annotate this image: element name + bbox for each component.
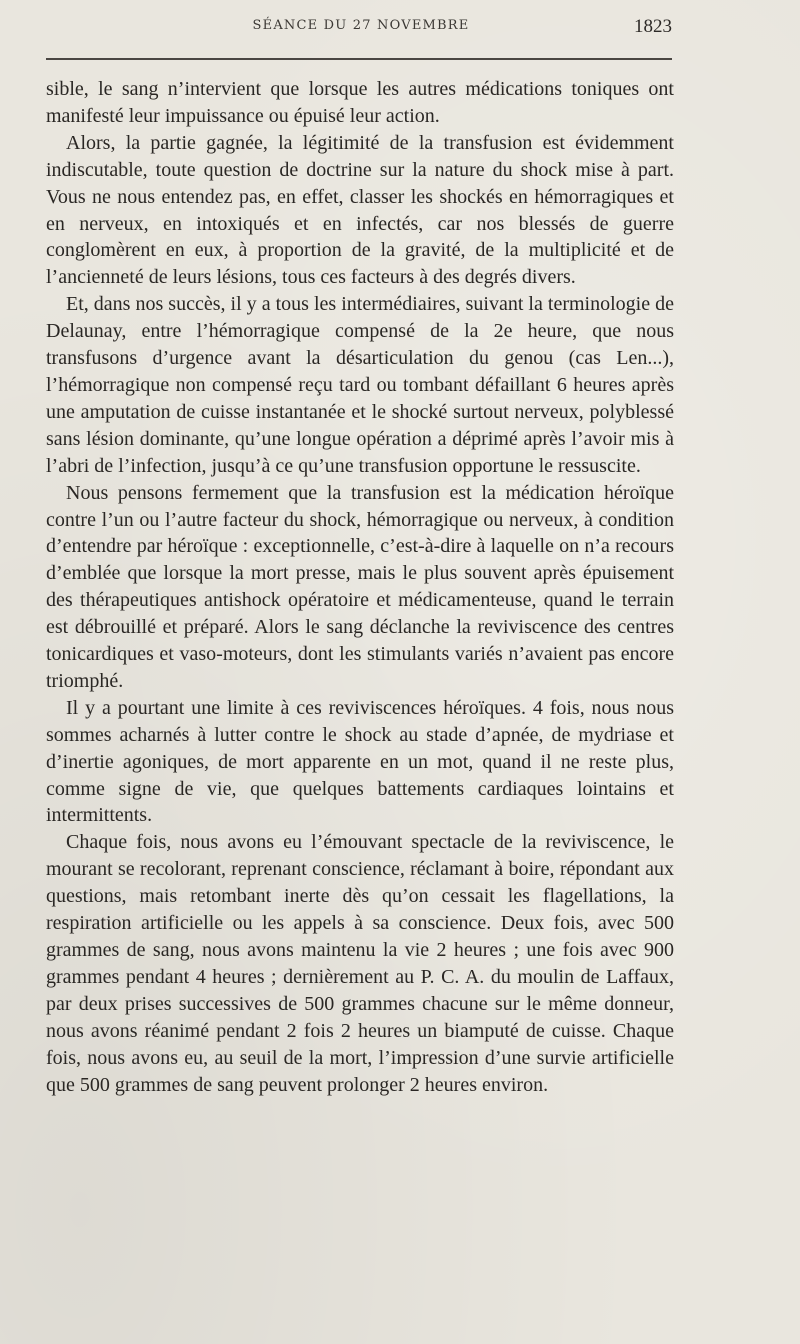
paragraph: Alors, la partie gagnée, la légitimité de la transfusion est évidemment indiscutable, toute question de doctrine sur la nature du shock mise à part. Vous ne nous entendez pas, en effet, classer les shockés en hémorragiques et en nerveux, en intoxiqués et en infectés, car nos blessés de guerre conglomèrent en eux, à proportion de la gravité, de la multiplicité et de l’ancienneté de leurs lésions, tous ces facteurs à des degrés divers. bbox=[46, 131, 674, 289]
header-rule bbox=[46, 58, 672, 60]
paragraph: sible, le sang n’intervient que lorsque les autres médications toniques ont manifesté leur impuissance ou épuisé leur action. bbox=[46, 78, 674, 127]
running-header bbox=[46, 18, 676, 44]
paragraph: Nous pensons fermement que la transfusion est la médication héroïque contre l’un ou l’autre facteur du shock, hémorragique ou nerveux, à condition d’entendre par héroïque : exceptionnelle, c’est-à-dire à laquelle on n’a recours d’emblée que lorsque la mort presse, mais le plus souvent après épuisement des thérapeutiques antishock opératoire et médicamenteuse, quand le terrain est débrouillé et préparé. Alors le sang déclanche la reviviscence des centres tonicardiques et vaso-moteurs, dont les stimulants variés n’avaient pas encore triomphé. bbox=[46, 481, 674, 692]
paragraph: Et, dans nos succès, il y a tous les intermédiaires, suivant la terminologie de Delaunay, entre l’hémorragique compensé de la 2e heure, que nous transfusons d’urgence avant la désarticulation du genou (cas Len...), l’hémorragique non compensé reçu tard ou tombant défaillant 6 heures après une amputation de cuisse instantanée et le shocké surtout nerveux, polyblessé sans lésion dominante, qu’une longue opération a déprimé après l’avoir mis à l’abri de l’infection, jusqu’à ce qu’une transfusion opportune le ressuscite. bbox=[46, 293, 674, 477]
header-title: SÉANCE DU 27 NOVEMBRE bbox=[252, 18, 470, 33]
body-text bbox=[46, 76, 674, 1098]
paragraph: Chaque fois, nous avons eu l’émouvant spectacle de la reviviscence, le mourant se recolorant, reprenant conscience, réclamant à boire, répondant aux questions, mais retombant inerte dès qu’on cessait les flagellations, la respiration artificielle ou les appels à sa conscience. Deux fois, avec 500 grammes de sang, nous avons maintenu la vie 2 heures ; une fois avec 900 grammes pendant 4 heures ; dernièrement au P. C. A. du moulin de Laffaux, par deux prises successives de 500 grammes chacune sur le même donneur, nous avons réanimé pendant 2 fois 2 heures un biamputé de cuisse. Chaque fois, nous avons eu, au seuil de la mort, l’impression d’une survie artificielle que 500 grammes de sang peuvent prolonger 2 heures environ. bbox=[46, 831, 674, 1096]
paragraph: Il y a pourtant une limite à ces reviviscences héroïques. 4 fois, nous nous sommes acharnés à lutter contre le shock au stade d’apnée, de mydriase et d’inertie agoniques, de mort apparente en un mot, quand il ne reste plus, comme signe de vie, que quelques battements cardiaques lointains et intermittents. bbox=[46, 696, 674, 827]
page-number: 1823 bbox=[634, 16, 672, 37]
